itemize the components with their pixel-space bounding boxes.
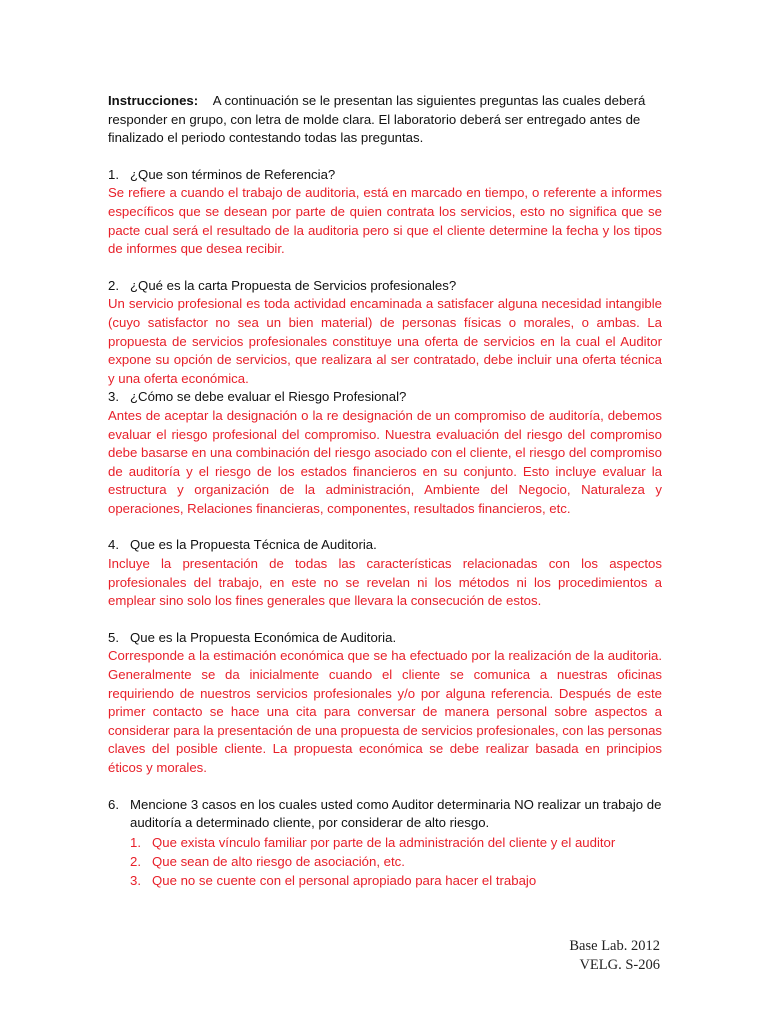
question-number: 4. — [108, 537, 119, 553]
list-item-number: 1. — [130, 834, 141, 850]
question-4 — [108, 536, 662, 555]
footer-block — [569, 937, 660, 975]
question-3 — [108, 388, 662, 407]
list-item-text: Que no se cuente con el personal apropiado para hacer el trabajo — [152, 873, 537, 889]
answer-3: Antes de aceptar la designación o la re designación de un compromiso de auditoría, debemos evaluar el riesgo profesional del compromiso. Nuestra evaluación del riesgo del compromiso debe basarse en una combinación del riesgo asociado con el cliente, el riesgo del compromiso de auditoría y el riesgo de los estados financieros en su conjunto. Esto incluye evaluar la estructura y organización de la administración, Ambiente del Negocio, Naturaleza y operaciones, Relaciones financieras, componentes, resultados financieros, etc. — [108, 407, 662, 516]
instructions-label: Instrucciones: — [108, 93, 199, 108]
question-text: Mencione 3 casos en los cuales usted como Auditor determinaria NO realizar un trabajo de auditoría a determinado cliente, por considerar de alto riesgo. — [130, 796, 662, 831]
question-number: 1. — [108, 166, 119, 182]
question-text: ¿Cómo se debe evaluar el Riesgo Profesional? — [130, 389, 407, 405]
footer-line-2: VELG. S-206 — [579, 957, 660, 973]
question-number: 6. — [108, 796, 119, 812]
question-text: Que es la Propuesta Técnica de Auditoria. — [130, 537, 377, 553]
list-item-number: 2. — [130, 853, 141, 869]
answer-6-list — [108, 833, 662, 891]
question-number: 5. — [108, 629, 119, 645]
list-item-number: 3. — [130, 873, 141, 889]
question-6 — [108, 796, 662, 833]
answer-1: Se refiere a cuando el trabajo de auditoria, está en marcado en tiempo, o referente a informes específicos que se desean por parte de quien contrata los servicios, esto no significa que se pacte cual será el resultado de la auditoria pero si que el cliente determine la fecha y los tipos de informes que desea recibir. — [108, 185, 662, 257]
answer-4: Incluye la presentación de todas las características relacionadas con los aspectos profesionales del trabajo, en este no se revelan ni los métodos ni los procedimientos a emplear sino solo los fines generales que llevara la consecución de estos. — [108, 556, 662, 609]
list-item-text: Que sean de alto riesgo de asociación, etc. — [152, 853, 405, 869]
question-number: 2. — [108, 277, 119, 293]
question-text: ¿Que son términos de Referencia? — [130, 166, 336, 182]
question-text: Que es la Propuesta Económica de Auditoria. — [130, 629, 397, 645]
instructions-text: A continuación se le presentan las siguientes preguntas las cuales deberá responder en grupo, con letra de molde clara. El laboratorio deberá ser entregado antes de finalizado el periodo contestando todas las preguntas. — [108, 93, 646, 146]
question-2 — [108, 277, 662, 296]
list-item — [130, 852, 662, 871]
list-item — [130, 833, 662, 852]
question-5 — [108, 629, 662, 648]
question-1 — [108, 166, 662, 185]
instructions-paragraph — [108, 92, 662, 148]
list-item-text: Que exista vínculo familiar por parte de la administración del cliente y el auditor — [152, 834, 616, 850]
answer-2: Un servicio profesional es toda actividad encaminada a satisfacer alguna necesidad intangible (cuyo satisfactor no sea un bien material) de personas físicas o morales, o ambas. La propuesta de servicios profesionales constituye una oferta de servicios en la cual el Auditor expone su opción de servicios, que realizara al ser contratado, debe incluir una oferta técnica y una oferta económica. — [108, 296, 662, 386]
question-number: 3. — [108, 389, 119, 405]
answer-5: Corresponde a la estimación económica que se ha efectuado por la realización de la auditoria. Generalmente se da inicialmente cuando el cliente se comunica a nuestras oficinas requiriendo de nuestros servicios profesionales y/o por alguna referencia. Después de este primer contacto se hace una cita para conversar de manera personal sobre aspectos a considerar para la presentación de una propuesta de servicios profesionales, con las personas claves del posible cliente. La propuesta económica se debe realizar basada en principios éticos y morales. — [108, 648, 662, 775]
question-text: ¿Qué es la carta Propuesta de Servicios profesionales? — [130, 277, 457, 293]
footer-line-1: Base Lab. 2012 — [569, 938, 660, 954]
list-item — [130, 871, 662, 890]
